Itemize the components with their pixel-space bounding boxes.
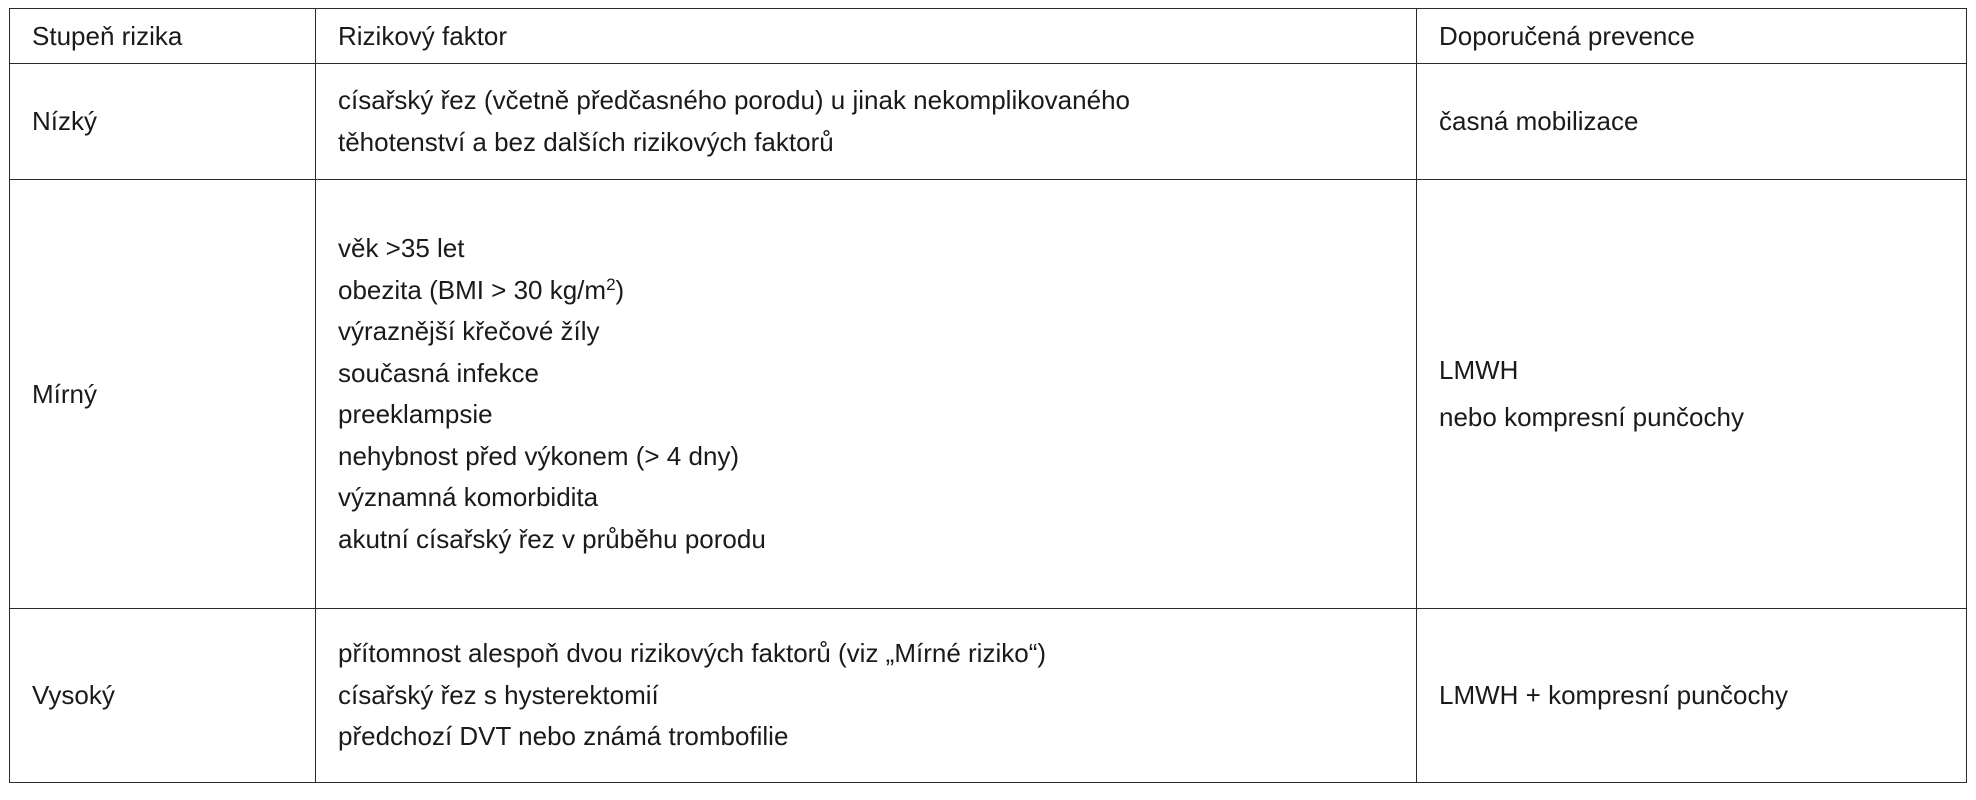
bmi-exponent: 2 [606, 274, 616, 294]
table-row-high [10, 609, 1967, 783]
risk-factor-item: věk >35 let [338, 233, 465, 263]
prevention-item: LMWH [1439, 355, 1519, 385]
risk-factor-item: současná infekce [338, 357, 539, 388]
prevention-item: časná mobilizace [1439, 106, 1639, 136]
risk-factor-item: přítomnost alespoň dvou rizikových faktorů (viz „Mírné riziko“) [338, 638, 1047, 669]
risk-level-cell: Vysoký [10, 609, 316, 783]
prevention-item: LMWH + kompresní punčochy [1439, 680, 1788, 710]
risk-level-cell: Mírný [10, 180, 316, 609]
risk-factors-cell [316, 180, 1417, 609]
risk-factor-item: významná komorbidita [338, 482, 599, 512]
risk-factor-item: císařský řez (včetně předčasného porodu) u jinak nekomplikovaného [338, 85, 1130, 115]
header-prevention: Doporučená prevence [1417, 9, 1967, 64]
risk-level-cell: Nízký [10, 64, 316, 180]
risk-factor-item: těhotenství a bez dalších rizikových faktorů [338, 126, 834, 157]
risk-table [9, 8, 1967, 783]
header-risk-level: Stupeň rizika [10, 9, 316, 64]
table-header-row [10, 9, 1967, 64]
prevention-cell [1417, 180, 1967, 609]
prevention-cell [1417, 64, 1967, 180]
prevention-item: nebo kompresní punčochy [1439, 402, 1744, 432]
risk-factor-item: výraznější křečové žíly [338, 316, 600, 346]
risk-table-container [9, 8, 1966, 783]
risk-factor-item: císařský řez s hysterektomií [338, 679, 659, 710]
table-row-mild [10, 180, 1967, 609]
risk-factor-item-bmi [338, 270, 1416, 312]
table-row-low [10, 64, 1967, 180]
prevention-cell [1417, 609, 1967, 783]
risk-factor-item: nehybnost před výkonem (> 4 dny) [338, 440, 740, 471]
risk-factors-cell [316, 609, 1417, 783]
risk-factor-item: akutní císařský řez v průběhu porodu [338, 523, 766, 554]
bmi-close-paren: ) [615, 274, 625, 305]
bmi-text: obezita (BMI > 30 kg/m [338, 274, 607, 305]
risk-factor-item: preeklampsie [338, 399, 493, 429]
header-risk-factor: Rizikový faktor [316, 9, 1417, 64]
risk-factors-cell [316, 64, 1417, 180]
risk-factor-item: předchozí DVT nebo známá trombofilie [338, 721, 789, 752]
